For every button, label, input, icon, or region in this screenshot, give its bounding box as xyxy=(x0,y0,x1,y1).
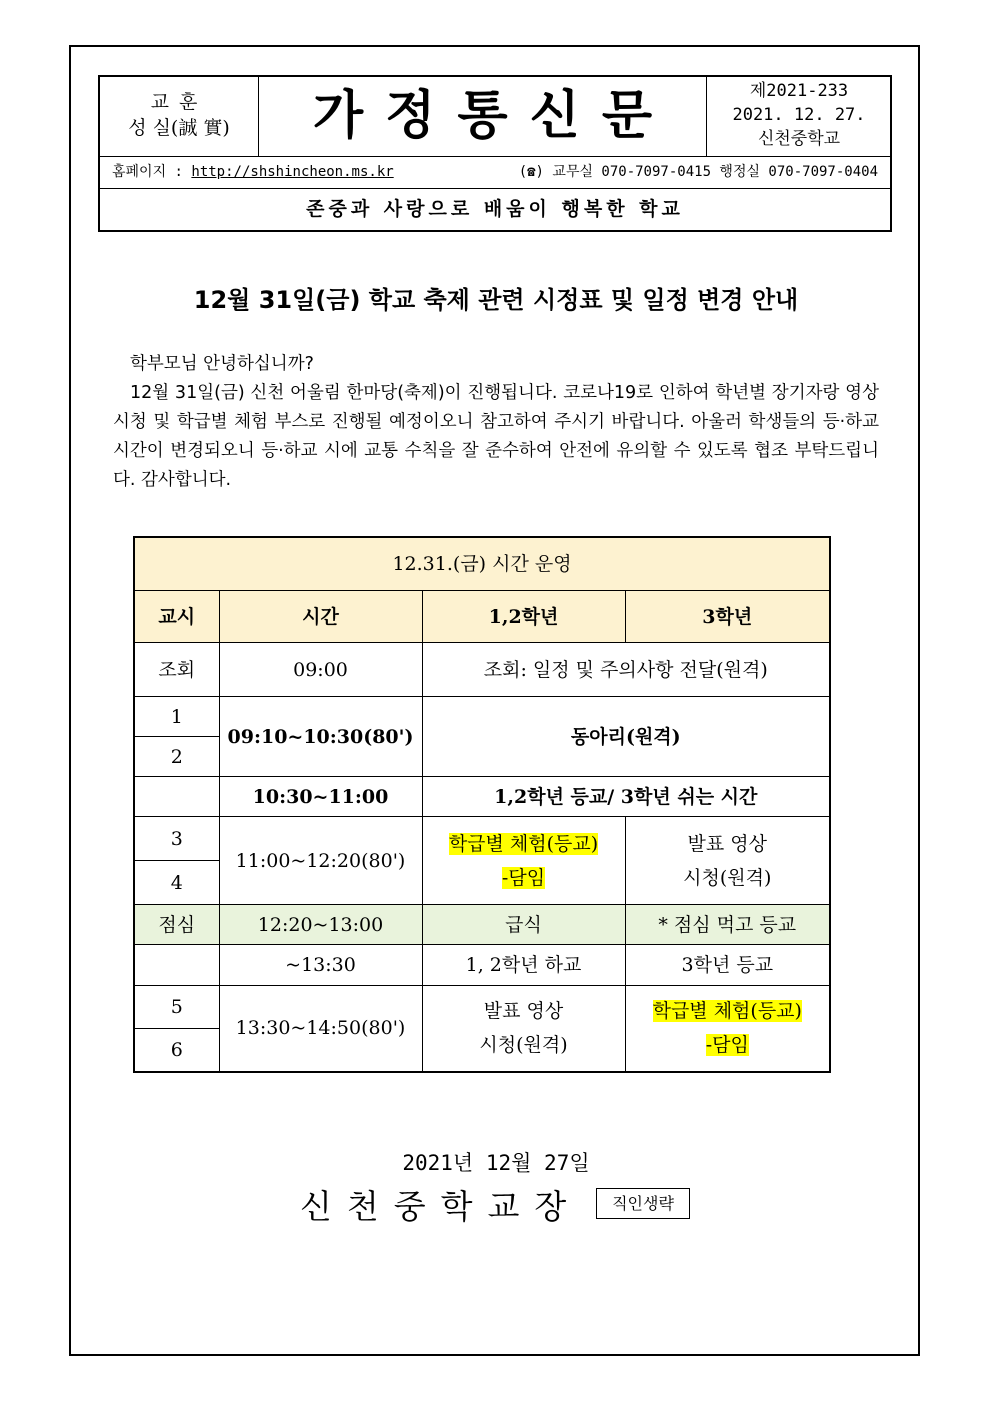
table-row xyxy=(134,905,830,945)
grade12-cell xyxy=(422,986,625,1072)
homepage-link[interactable]: http://shshincheon.ms.kr xyxy=(191,164,394,180)
time-cell: ~13:30 xyxy=(219,945,422,986)
highlight-text: -담임 xyxy=(501,866,546,889)
time-cell: 11:00~12:20(80') xyxy=(219,817,422,905)
grade3-cell: 3학년 등교 xyxy=(625,945,830,986)
grade3-cell: * 점심 먹고 등교 xyxy=(625,905,830,945)
content-cell: 조회: 일정 및 주의사항 전달(원격) xyxy=(422,643,830,697)
time-cell: 09:10~10:30(80') xyxy=(219,697,422,777)
issue-number: 제2021-233 xyxy=(749,81,849,101)
header-time: 시간 xyxy=(219,591,422,643)
table-row xyxy=(134,643,830,697)
cell-line: 발표 영상 xyxy=(483,1000,564,1023)
period-cell xyxy=(134,777,219,817)
greeting: 학부모님 안녕하십니까? xyxy=(130,354,314,374)
period-cell: 4 xyxy=(134,861,219,905)
newsletter-header xyxy=(98,75,892,232)
motto-label: 교훈 xyxy=(150,91,208,113)
time-cell: 10:30~11:00 xyxy=(219,777,422,817)
contact-row xyxy=(100,157,890,189)
period-cell: 5 xyxy=(134,986,219,1029)
period-cell: 6 xyxy=(134,1029,219,1072)
table-row xyxy=(134,817,830,861)
grade3-cell xyxy=(625,817,830,905)
header-grade12: 1,2학년 xyxy=(422,591,625,643)
school-name: 신천중학교 xyxy=(757,129,841,149)
homepage xyxy=(112,157,394,188)
table-row xyxy=(134,986,830,1029)
school-motto xyxy=(100,77,259,156)
header-grade3: 3학년 xyxy=(625,591,830,643)
notice-headline: 12월 31일(금) 학교 축제 관련 시정표 및 일정 변경 안내 xyxy=(193,286,799,314)
cell-line: 발표 영상 xyxy=(687,832,767,855)
time-cell: 13:30~14:50(80') xyxy=(219,986,422,1072)
grade12-cell: 급식 xyxy=(422,905,625,945)
cell-line: 시청(원격) xyxy=(683,866,772,889)
table-header-row xyxy=(134,591,830,643)
table-row xyxy=(134,777,830,817)
homepage-label: 홈페이지 : xyxy=(112,164,192,180)
header-top-row xyxy=(100,77,890,157)
school-slogan: 존중과 사랑으로 배움이 행복한 학교 xyxy=(306,198,684,220)
issue-info xyxy=(706,77,891,156)
motto-value: 성 실(誠 實) xyxy=(128,117,230,139)
period-cell: 2 xyxy=(134,737,219,777)
issue-date-footer: 2021년 12월 27일 xyxy=(402,1151,590,1175)
period-cell xyxy=(134,945,219,986)
grade12-cell xyxy=(422,817,625,905)
table-row xyxy=(134,697,830,737)
newsletter-title: 가정통신문 xyxy=(312,86,675,146)
principal-signature: 신천중학교장 xyxy=(300,1187,582,1226)
content-cell: 동아리(원격) xyxy=(422,697,830,777)
body-paragraph: 12월 31일(금) 신천 어울림 한마당(축제)이 진행됩니다. 코로나19로 인하여 학년별 장기자랑 영상 시청 및 학급별 체험 부스로 진행될 예정이오니 참고하여 주시기 바랍니다. 아울러 학생들의 등·하교 시간이 변경되오니 등·하교 시에 교통 수칙을 잘 준수하여 안전에 유의할 수 있도록 협조 부탁드립니다. 감사합니다. xyxy=(113,383,879,490)
header-period: 교시 xyxy=(134,591,219,643)
seal-omitted-box: 직인생략 xyxy=(596,1188,690,1219)
period-cell: 1 xyxy=(134,697,219,737)
highlight-text: -담임 xyxy=(705,1034,749,1057)
time-cell: 09:00 xyxy=(219,643,422,697)
issue-date: 2021. 12. 27. xyxy=(732,105,866,125)
notice-body xyxy=(113,350,879,495)
highlight-text: 학급별 체험(등교) xyxy=(652,1000,802,1023)
period-cell: 3 xyxy=(134,817,219,861)
period-cell: 점심 xyxy=(134,905,219,945)
time-cell: 12:20~13:00 xyxy=(219,905,422,945)
table-row xyxy=(134,945,830,986)
phone-contacts: (☎) 교무실 070-7097-0415 행정실 070-7097-0404 xyxy=(518,164,878,180)
cell-line: 시청(원격) xyxy=(479,1034,568,1057)
grade3-cell xyxy=(625,986,830,1072)
schedule-table xyxy=(133,536,831,1073)
grade12-cell: 1, 2학년 하교 xyxy=(422,945,625,986)
highlight-text: 학급별 체험(등교) xyxy=(448,832,599,855)
content-cell: 1,2학년 등교/ 3학년 쉬는 시간 xyxy=(422,777,830,817)
period-cell: 조회 xyxy=(134,643,219,697)
schedule-caption: 12.31.(금) 시간 운영 xyxy=(134,537,830,591)
